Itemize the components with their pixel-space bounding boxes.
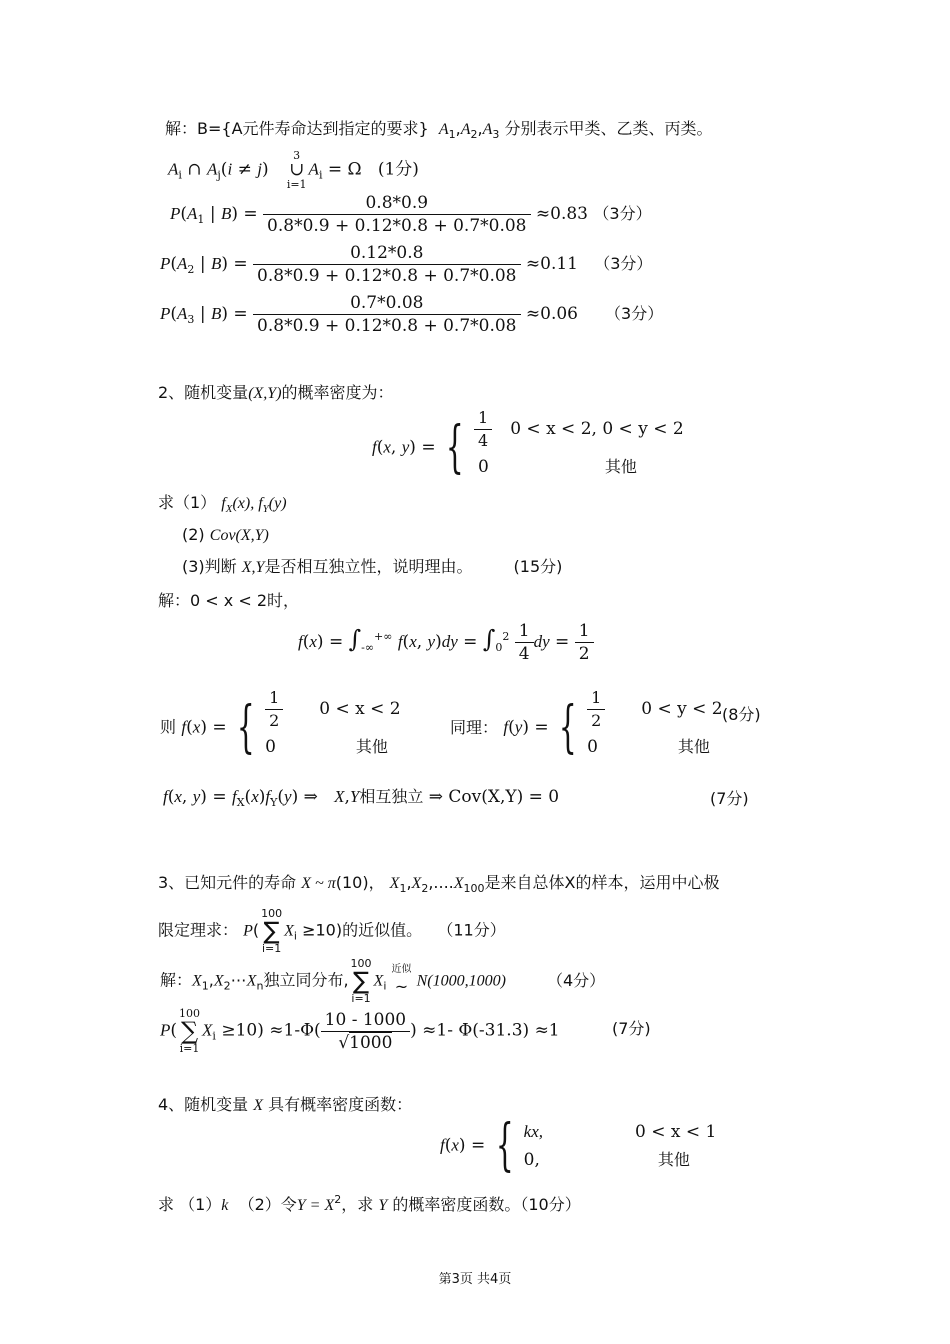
q2-density: f(x, y) = { $\frac{1}{4}$ 0 < x < 2, 0 < y < 2 0 其他 — [372, 407, 684, 480]
sol1-partition: $A_i$ ∩ $A_j(i \ne j)$ 3 ∪ $i=1A_i = \Omega$ (1分) — [168, 149, 419, 191]
sol1-p1: $P(A_1$ | B) = $\frac{0.8*0.9}{0.8*0.9 + 0.12*0.8 + 0.7*0.08}$ ≈0.83 （3分） — [170, 193, 652, 236]
q4-ask: 求 （1）k （2）令$Y = X^2$，求 Y 的概率密度函数。（10分） — [158, 1193, 581, 1214]
q2-ask1: 求（1） $f_X(x)$, $f_Y(y)$ — [158, 493, 287, 515]
q3-title: 3、已知元件的寿命 X ~ π(10)， $X_1,X_2,....X_{100}$是来自总体X的样本，运用中心极 — [158, 873, 720, 895]
q2-ask3: (3)判断 X,Y是否相互独立性，说明理由。 (15分) — [182, 557, 563, 576]
q2-independence: f(x, $y) = f_X(x)f_Y(y)$ ⇒ X,Y相互独立 ⇒ Cov(X,Y) = 0 — [163, 787, 560, 809]
q3-result: P(100 ∑ $i=1X_i \ge 10) \approx 1-\Phi$( $\frac{10 - 1000}{√1000}$ ) ≈1- Φ(-31.3) ≈1 — [160, 1007, 560, 1055]
q2-part-score: (8分) — [722, 705, 761, 724]
q2-marginal-integral: $f(x) = \int_{-\infty}^{+\infty}$ f(x, $y)dy = \int_0^2$ $\frac{1}{4}$ dy = $\frac{1}{2}$ — [298, 620, 594, 665]
q3-score-b: (7分) — [612, 1019, 651, 1038]
q2-sol-cond: 解：0 < x < 2时， — [158, 591, 300, 610]
q2-ask2: (2) Cov(X,Y) — [182, 525, 269, 544]
q2-final-score: (7分) — [710, 789, 749, 808]
q3-line2: 限定理求： P(100 ∑ $i=1X_i \ge 10$)的近似值。 （11分） — [158, 907, 506, 955]
page-footer: 第3页 共4页 — [438, 1272, 512, 1287]
sol1-p2: $P(A_2$ | B) = $\frac{0.12*0.8}{0.8*0.9 + 0.12*0.8 + 0.7*0.08}$ ≈0.11 （3分） — [160, 243, 653, 286]
q2-fx-fy: 则 f(x) = { $\frac{1}{2}$ 0 < x < 2 0 其他 同理： f(y) = { $\frac{1}{2}$ 0 < y < 2 0 其他 — [160, 687, 723, 760]
sol1-p3: $P(A_3$ | B) = $\frac{0.7*0.08}{0.8*0.9 + 0.12*0.8 + 0.7*0.08}$ ≈0.06 （3分） — [160, 293, 664, 336]
sol1-intro: 解：B={A元件寿命达到指定的要求} $A_1,A_2,A_3$ 分别表示甲类、乙类、丙类。 — [165, 119, 713, 141]
q3-sol: 解：$X_1,X_2\cdots X_n$独立同分布,100 ∑ $i=1X_i$ 近似 ~ N(1000,1000) （4分） — [160, 957, 606, 1005]
q2-title: 2、随机变量(X,Y)的概率密度为： — [158, 383, 394, 402]
q4-title: 4、随机变量 X 具有概率密度函数： — [158, 1095, 413, 1114]
q4-density: f(x) = { kx, 0 < x < 1 0, 其他 — [440, 1113, 717, 1178]
